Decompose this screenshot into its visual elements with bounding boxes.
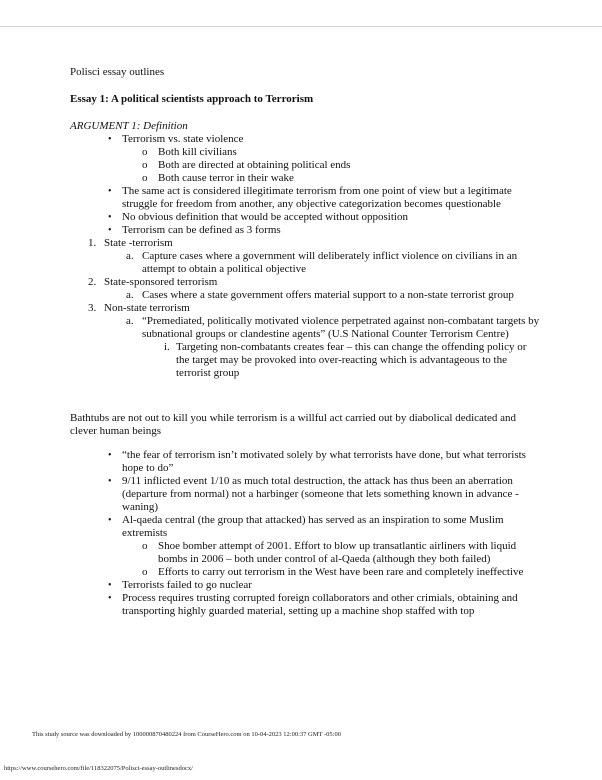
bullet-icon: • xyxy=(108,593,112,604)
list-number: 1. xyxy=(88,237,97,249)
outline-item-text: Al-qaeda central (the group that attacked) has served as an inspiration to some Muslim extremists xyxy=(122,514,504,539)
outline-item xyxy=(70,276,540,289)
outline-item xyxy=(70,475,540,514)
bullet-icon: • xyxy=(108,450,112,461)
essay-heading: Essay 1: A political scientists approach to Terrorism xyxy=(70,93,314,105)
outline-item-text: Efforts to carry out terrorism in the West have been rare and completely ineffective xyxy=(158,566,524,578)
outline-item xyxy=(70,159,540,172)
outline-item-text: Terrorism vs. state violence xyxy=(122,133,244,145)
sub-bullet-icon: o xyxy=(142,566,148,578)
outline-item xyxy=(70,146,540,159)
outline-item xyxy=(70,185,540,211)
outline-item-text: 9/11 inflicted event 1/10 as much total destruction, the attack has thus been an aberration (departure from normal) not a harbinger (someone that lets something known in advance - waning) xyxy=(122,475,519,513)
outline-item-text: No obvious definition that would be accepted without opposition xyxy=(122,211,408,223)
outline-item-text: Capture cases where a government will deliberately inflict violence on civilians in an attempt to obtain a political objective xyxy=(142,250,518,275)
list-number: i. xyxy=(164,341,170,353)
download-source-note: This study source was downloaded by 100000870480224 from CourseHero.com on 10-04-2023 12:00:37 GMT -05:00 xyxy=(32,731,341,738)
outline-item xyxy=(70,592,540,618)
outline-item-text: State-sponsored terrorism xyxy=(104,276,218,288)
outline-item xyxy=(70,302,540,315)
list-number: 3. xyxy=(88,302,97,314)
outline-item-text: Process requires trusting corrupted foreign collaborators and other crimials, obtaining and transporting highly guarded material, setting up a machine shop staffed with top xyxy=(122,592,518,617)
outline-item xyxy=(70,341,540,380)
outline-item-text: Both are directed at obtaining political ends xyxy=(158,159,351,171)
sub-bullet-icon: o xyxy=(142,540,148,552)
source-url: https://www.coursehero.com/file/118322075/Polisci-essay-outlinesdocx/ xyxy=(4,765,193,772)
outline-item-text: Shoe bomber attempt of 2001. Effort to blow up transatlantic airliners with liquid bombs in 2006 – both under control of al-Qaeda (although they both failed) xyxy=(158,540,517,565)
body-paragraph: Bathtubs are not out to kill you while terrorism is a willful act carried out by diabolical dedicated and clever human beings xyxy=(70,412,516,437)
outline-item-text: The same act is considered illegitimate terrorism from one point of view but a legitimate struggle for freedom from another, any objective categorization becomes questionable xyxy=(122,185,512,210)
outline-item xyxy=(70,224,540,237)
argument-heading: ARGUMENT 1: Definition xyxy=(70,120,188,132)
outline-item xyxy=(70,315,540,341)
document-body xyxy=(70,66,540,618)
list-number: 2. xyxy=(88,276,97,288)
bullet-icon: • xyxy=(108,134,112,145)
page-top-divider xyxy=(0,26,602,27)
outline-item-text: “the fear of terrorism isn’t motivated solely by what terrorists have done, but what terrorists hope to do” xyxy=(122,449,526,474)
sub-bullet-icon: o xyxy=(142,146,148,158)
sub-bullet-icon: o xyxy=(142,159,148,171)
outline-section-fear xyxy=(70,449,540,618)
outline-section-definition xyxy=(70,133,540,380)
bullet-icon: • xyxy=(108,212,112,223)
outline-item xyxy=(70,540,540,566)
outline-item xyxy=(70,289,540,302)
outline-item-text: Both kill civilians xyxy=(158,146,237,158)
outline-item xyxy=(70,514,540,540)
outline-item-text: Both cause terror in their wake xyxy=(158,172,294,184)
bullet-icon: • xyxy=(108,580,112,591)
list-number: a. xyxy=(126,315,134,327)
outline-item-text: Targeting non-combatants creates fear – this can change the offending policy or the target may be provoked into over-reacting which is advantageous to the terrorist group xyxy=(176,341,527,379)
document-title: Polisci essay outlines xyxy=(70,66,165,78)
sub-bullet-icon: o xyxy=(142,172,148,184)
outline-item xyxy=(70,211,540,224)
bullet-icon: • xyxy=(108,515,112,526)
outline-item xyxy=(70,250,540,276)
outline-item xyxy=(70,449,540,475)
outline-item xyxy=(70,579,540,592)
list-number: a. xyxy=(126,289,134,301)
outline-item xyxy=(70,566,540,579)
outline-item-text: Terrorism can be defined as 3 forms xyxy=(122,224,281,236)
bullet-icon: • xyxy=(108,225,112,236)
list-number: a. xyxy=(126,250,134,262)
bullet-icon: • xyxy=(108,476,112,487)
outline-item-text: State -terrorism xyxy=(104,237,173,249)
outline-item-text: Non-state terrorism xyxy=(104,302,190,314)
outline-item xyxy=(70,133,540,146)
outline-item xyxy=(70,172,540,185)
outline-item-text: Terrorists failed to go nuclear xyxy=(122,579,252,591)
outline-item-text: Cases where a state government offers material support to a non-state terrorist group xyxy=(142,289,514,301)
outline-item xyxy=(70,237,540,250)
bullet-icon: • xyxy=(108,186,112,197)
outline-item-text: “Premediated, politically motivated violence perpetrated against non-combatant targets by subnational groups or clandestine agents” (U.S National Counter Terrorism Centre) xyxy=(142,315,540,340)
